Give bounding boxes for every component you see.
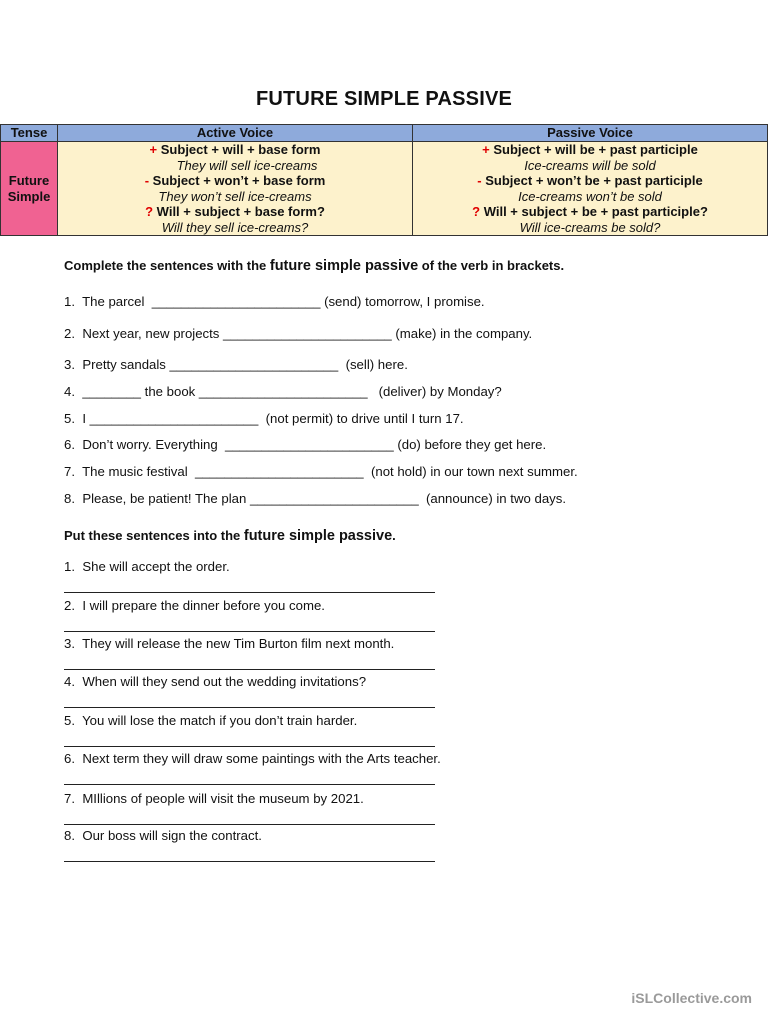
passive-voice-cell [413, 142, 768, 236]
exercise1-item: 8. Please, be patient! The plan _______________________ (announce) in two days. [64, 491, 567, 506]
active-example-negative: They won’t sell ice-creams [158, 188, 312, 204]
tense-label: Future [8, 173, 50, 188]
passive-example-question: Will ice-creams be sold? [519, 219, 661, 235]
header-passive-voice: Passive Voice [413, 125, 768, 142]
active-rule-question: ? Will + subject + base form? [145, 204, 325, 219]
exercise1-instruction: Complete the sentences with the future simple passive of the verb in brackets. [64, 258, 565, 274]
passive-rule-negative: - Subject + won’t be + past participle [477, 173, 703, 188]
exercise2-item: 4. When will they send out the wedding invitations? [64, 674, 367, 689]
exercise1-item: 4. ________ the book _______________________ (deliver) by Monday? [64, 384, 502, 399]
exercise2-item: 8. Our boss will sign the contract. [64, 828, 262, 843]
tense-label: Simple [7, 188, 51, 204]
exercise2-item: 7. MIllions of people will visit the museum by 2021. [64, 791, 364, 806]
answer-line[interactable] [64, 707, 435, 708]
plus-sign: + [149, 142, 158, 157]
minus-sign: - [144, 173, 150, 188]
exercise2-item: 2. I will prepare the dinner before you come. [64, 598, 325, 613]
active-rule-negative: - Subject + won’t + base form [144, 173, 326, 188]
answer-line[interactable] [64, 631, 435, 632]
plus-sign: + [482, 142, 490, 157]
page-title: FUTURE SIMPLE PASSIVE [255, 88, 513, 110]
question-sign: ? [472, 204, 481, 219]
exercise1-item: 3. Pretty sandals _______________________ (sell) here. [64, 357, 408, 372]
exercise1-item: 6. Don’t worry. Everything _______________________ (do) before they get here. [64, 437, 547, 452]
answer-line[interactable] [64, 861, 435, 862]
answer-line[interactable] [64, 669, 435, 670]
active-rule-affirmative: + Subject + will + base form [149, 142, 321, 157]
exercise1-item: 5. I _______________________ (not permit) to drive until I turn 17. [64, 411, 464, 426]
answer-line[interactable] [64, 784, 435, 785]
active-example-affirmative: They will sell ice-creams [176, 157, 318, 173]
active-example-question: Will they sell ice-creams? [161, 219, 309, 235]
exercise2-item: 5. You will lose the match if you don’t train harder. [64, 713, 358, 728]
exercise2-instruction: Put these sentences into the future simple passive. [64, 528, 396, 544]
question-sign: ? [145, 204, 154, 219]
exercise1-item: 7. The music festival _______________________ (not hold) in our town next summer. [64, 464, 578, 479]
exercise1-item: 1. The parcel _______________________ (send) tomorrow, I promise. [64, 294, 485, 309]
exercise2-item: 6. Next term they will draw some paintings with the Arts teacher. [64, 751, 441, 766]
header-active-voice: Active Voice [58, 125, 413, 142]
tense-cell [1, 142, 58, 236]
grammar-table [0, 124, 768, 236]
table-row [1, 142, 768, 236]
watermark: iSLCollective.com [631, 990, 752, 1006]
active-voice-cell [58, 142, 413, 236]
passive-example-affirmative: Ice-creams will be sold [524, 157, 656, 173]
answer-line[interactable] [64, 592, 435, 593]
passive-rule-question: ? Will + subject + be + past participle? [472, 204, 708, 219]
answer-line[interactable] [64, 746, 435, 747]
table-header-row [1, 125, 768, 142]
header-tense: Tense [1, 125, 58, 142]
passive-example-negative: Ice-creams won’t be sold [518, 188, 662, 204]
exercise2-item: 1. She will accept the order. [64, 559, 230, 574]
answer-line[interactable] [64, 824, 435, 825]
passive-rule-affirmative: + Subject + will be + past participle [482, 142, 698, 157]
exercise1-item: 2. Next year, new projects _______________________ (make) in the company. [64, 326, 533, 341]
minus-sign: - [477, 173, 482, 188]
exercise2-item: 3. They will release the new Tim Burton film next month. [64, 636, 395, 651]
